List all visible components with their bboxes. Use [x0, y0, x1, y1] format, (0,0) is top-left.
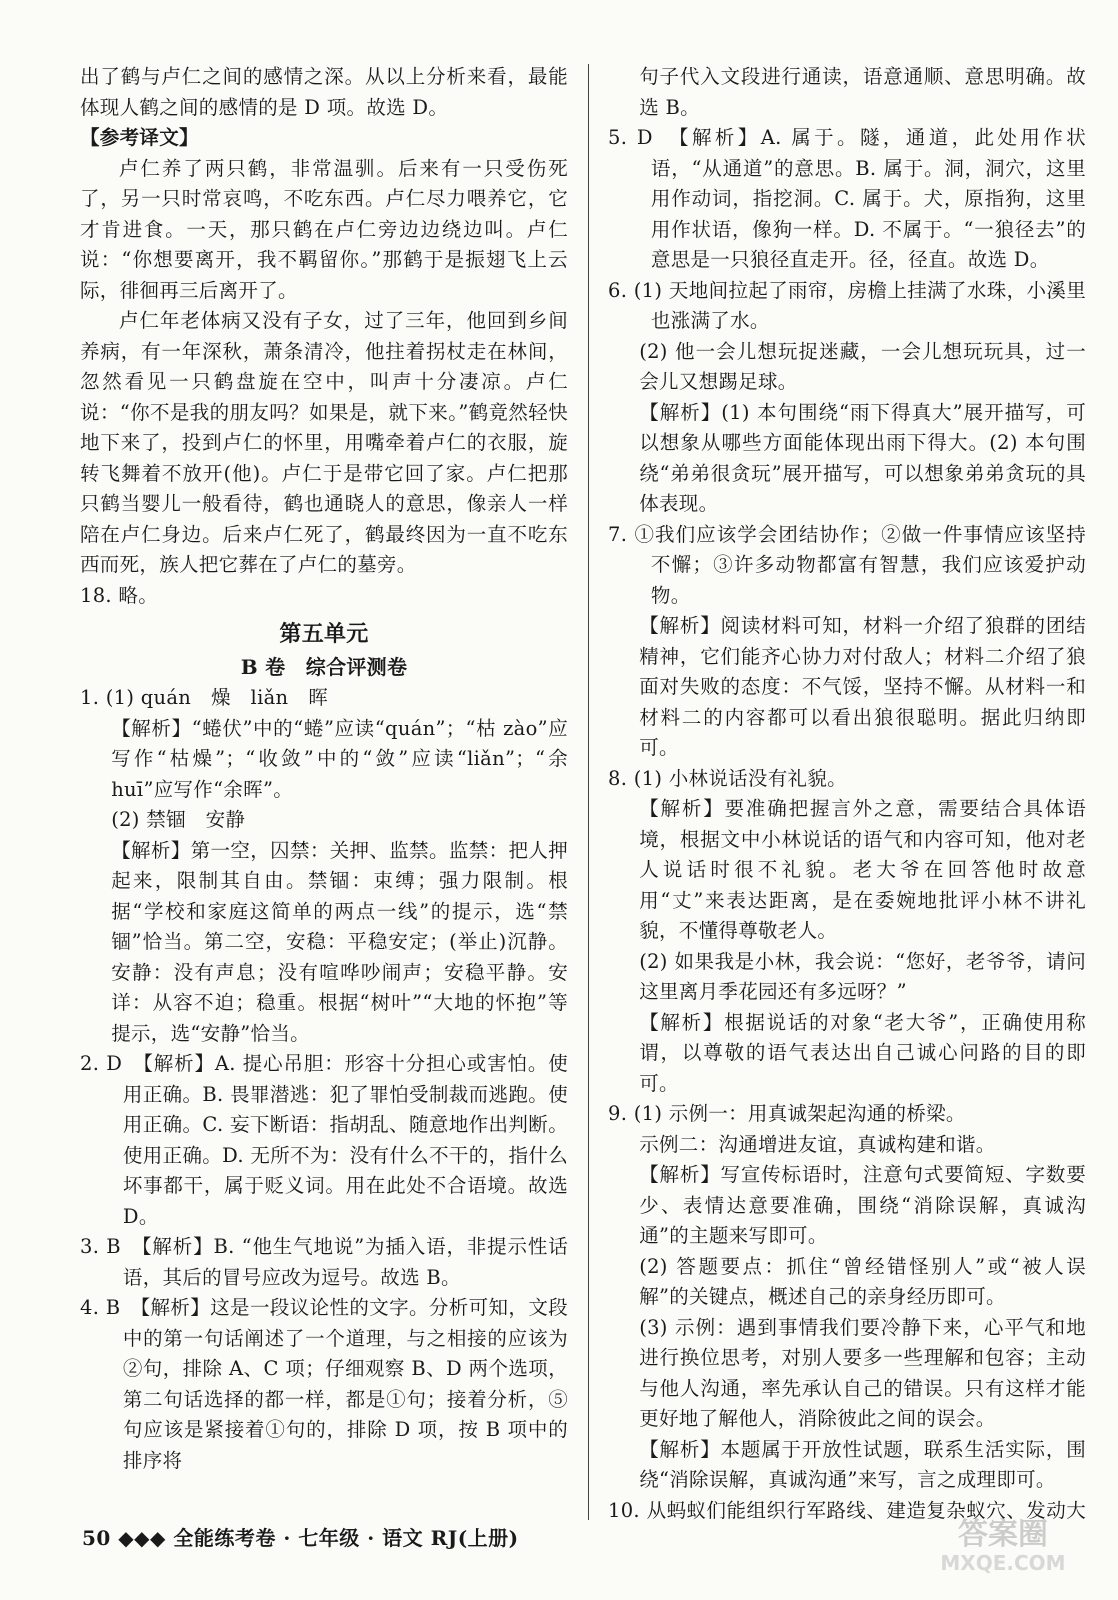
left-paragraph: 出了鹤与卢仁之间的感情之深。从以上分析来看，最能体现人鹤之间的感情的是 D 项。故选 D。: [80, 65, 568, 119]
left-paragraph: 【参考译文】: [80, 126, 199, 149]
left-paragraph: 18. 略。: [80, 583, 159, 607]
left-paragraph: 2. D 【解析】A. 提心吊胆：形容十分担心或害怕。使用正确。B. 畏罪潜逃：犯了罪怕受制裁而逃跑。使用正确。C. 妄下断语：指胡乱、随意地作出判断。使用正确。D. 无所不为：没有什么不干的，指什么坏事都干，属于贬义词。用在此处不合语境。故选 D。: [80, 1052, 568, 1228]
watermark-bottom-text: MXQE.COM: [940, 1551, 1066, 1575]
left-column: [80, 62, 568, 1520]
right-paragraph: 【解析】(1) 本句围绕“雨下得真大”展开描写，可以想象从哪些方面能体现出雨下得大。(2) 本句围绕“弟弟很贪玩”展开描写，可以想象弟弟贪玩的具体表现。: [639, 400, 1086, 515]
right-paragraph: 句子代入文段进行通读，语意通顺、意思明确。故选 B。: [639, 65, 1086, 119]
left-paragraph: 【解析】第一空，囚禁：关押、监禁。监禁：把人押起来，限制其自由。禁锢：束缚；强力限制。根据“学校和家庭这简单的两点一线”的提示，选“禁锢”恰当。第二空，安稳：平稳安定；(举止)沉静。安静：没有声息；没有喧哗吵闹声；安稳平静。安详：从容不迫；稳重。根据“树叶”“大地的怀抱”等提示，选“安静”恰当。: [111, 838, 568, 1045]
page-footer: 50 ◆◆◆ 全能练考卷 · 七年级 · 语文 RJ(上册): [82, 1526, 519, 1550]
left-paragraph: 4. B 【解析】这是一段议论性的文字。分析可知，文段中的第一句话阐述了一个道理，与之相接的应该为②句，排除 A、C 项；仔细观察 B、D 两个选项，第二句话选择的都一样，都是①句；接着分析，⑤句应该是紧接着①句的，排除 D 项，按 B 项中的排序将: [80, 1296, 568, 1472]
left-paragraph: 1. (1) quán 燥 liǎn 晖: [80, 686, 329, 709]
right-paragraph: 9. (1) 示例一：用真诚架起沟通的桥梁。: [608, 1102, 966, 1125]
right-paragraph: (3) 示例：遇到事情我们要冷静下来，心平气和地进行换位思考，对别人要多一些理解和包容；主动与他人沟通，率先承认自己的错误。只有这样才能更好地了解他人，消除彼此之间的误会。: [639, 1315, 1086, 1430]
left-paragraph: 【解析】“蜷伏”中的“蜷”应读“quán”；“枯 zào”应写作“枯燥”；“收敛”中的“敛”应读“liǎn”；“余 huī”应写作“余晖”。: [111, 716, 568, 801]
right-paragraph: (2) 他一会儿想玩捉迷藏，一会儿想玩玩具，过一会儿又想踢足球。: [639, 339, 1086, 393]
left-paragraph: 卢仁养了两只鹤，非常温驯。后来有一只受伤死了，另一只时常哀鸣，不吃东西。卢仁尽力喂养它，它才肯进食。一天，那只鹤在卢仁旁边边绕边叫。卢仁说：“你想要离开，我不羁留你。”那鹤于是振翅飞上云际，徘徊再三后离开了。: [80, 156, 568, 302]
right-paragraph: 8. (1) 小林说话没有礼貌。: [608, 766, 847, 790]
right-paragraph: 10. 从蚂蚁们能组织行军路线、建造复杂蚁穴、发动大: [608, 1498, 1086, 1520]
left-paragraph: 第五单元: [279, 621, 369, 647]
right-paragraph: 7. ①我们应该学会团结协作；②做一件事情应该坚持不懈；③许多动物都富有智慧，我们应该爱护动物。: [608, 522, 1086, 607]
right-column: [608, 62, 1086, 1520]
right-paragraph: 【解析】根据说话的对象“老大爷”，正确使用称谓，以尊敬的语气表达出自己诚心问路的目的即可。: [639, 1010, 1086, 1095]
left-paragraph: 卢仁年老体病又没有子女，过了三年，他回到乡间养病，有一年深秋，萧条清冷，他拄着拐杖走在林间，忽然看见一只鹤盘旋在空中，叫声十分凄凉。卢仁说：“你不是我的朋友吗？如果是，就下来。”鹤竟然轻快地下来了，投到卢仁的怀里，用嘴牵着卢仁的衣服，旋转飞舞着不放开(他)。卢仁于是带它回了家。卢仁把那只鹤当婴儿一般看待，鹤也通晓人的意思，像亲人一样陪在卢仁身边。后来卢仁死了，鹤最终因为一直不吃东西而死，族人把它葬在了卢仁的墓旁。: [80, 309, 568, 576]
left-paragraph: B 卷 综合评测卷: [240, 655, 408, 679]
right-paragraph: 【解析】要准确把握言外之意，需要结合具体语境，根据文中小林说话的语气和内容可知，他对老人说话时很不礼貌。老大爷在回答他时故意用“丈”来表达距离，是在委婉地批评小林不讲礼貌，不懂得尊敬老人。: [639, 797, 1086, 942]
left-paragraph: (2) 禁锢 安静: [111, 808, 246, 831]
right-paragraph: (2) 答题要点：抓住“曾经错怪别人”或“被人误解”的关键点，概述自己的亲身经历即可。: [639, 1254, 1086, 1308]
right-paragraph: 6. (1) 天地间拉起了雨帘，房檐上挂满了水珠，小溪里也涨满了水。: [608, 278, 1086, 332]
column-divider: [588, 64, 589, 1520]
left-paragraph: 3. B 【解析】B. “他生气地说”为插入语，非提示性话语，其后的冒号应改为逗号。故选 B。: [80, 1235, 568, 1289]
watermark-logo: [918, 1508, 1088, 1578]
right-paragraph: 【解析】阅读材料可知，材料一介绍了狼群的团结精神，它们能齐心协力对付敌人；材料二介绍了狼面对失败的态度：不气馁，坚持不懈。从材料一和材料二的内容都可以看出狼很聪明。据此归纳即可。: [639, 614, 1086, 759]
right-paragraph: 5. D 【解析】A. 属于。隧，通道，此处用作状语，“从通道”的意思。B. 属于。洞，洞穴，这里用作动词，指挖洞。C. 属于。犬，原指狗，这里用作状语，像狗一样。D. 不属于。“一狼径去”的意思是一只狼径直走开。径，径直。故选 D。: [608, 126, 1086, 271]
right-paragraph: 【解析】写宣传标语时，注意句式要简短、字数要少、表情达意要准确，围绕“消除误解，真诚沟通”的主题来写即可。: [639, 1163, 1086, 1247]
right-paragraph: 【解析】本题属于开放性试题，联系生活实际，围绕“消除误解，真诚沟通”来写，言之成理即可。: [639, 1437, 1086, 1491]
right-paragraph: (2) 如果我是小林，我会说：“您好，老爷爷，请问这里离月季花园还有多远呀？”: [639, 949, 1086, 1003]
watermark-top-text: 答案圈: [958, 1517, 1048, 1552]
right-paragraph: 示例二：沟通增进友谊，真诚构建和谐。: [639, 1132, 996, 1156]
